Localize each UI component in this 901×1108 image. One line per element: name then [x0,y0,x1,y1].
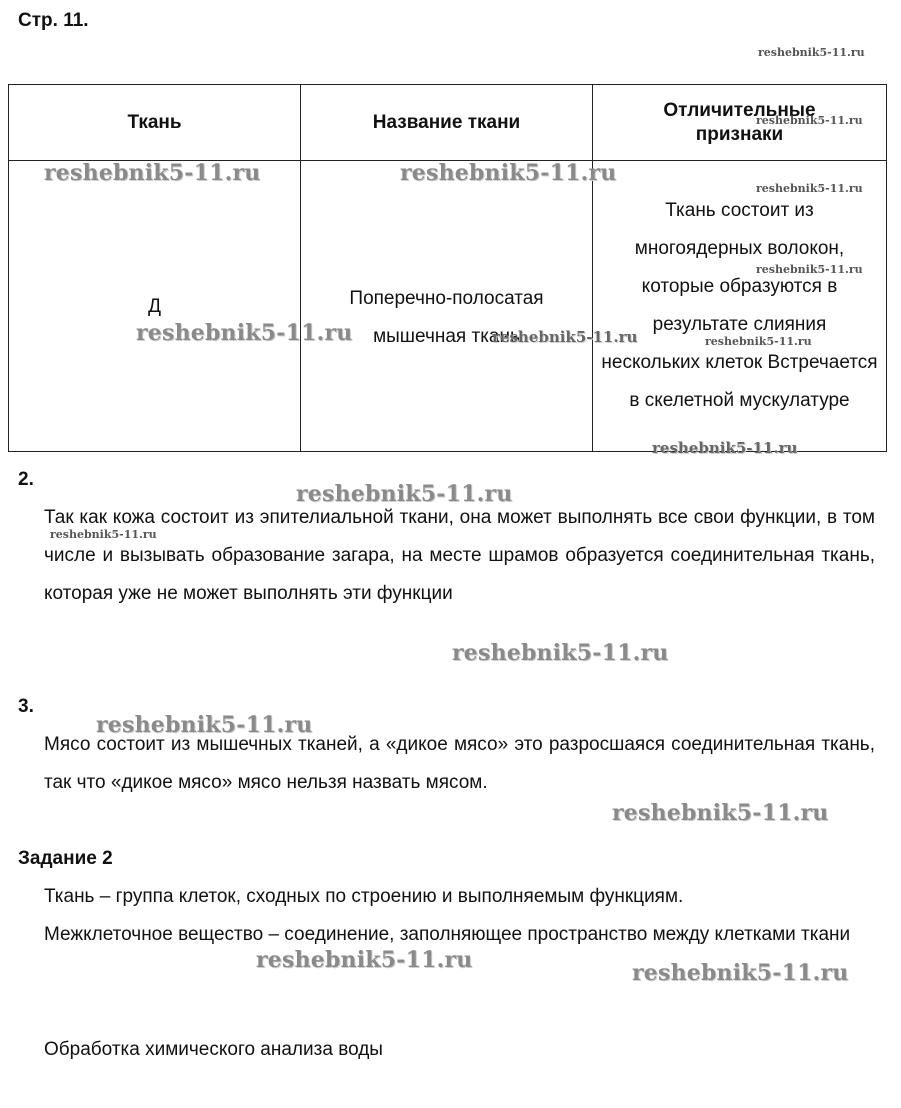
watermark: reshebnik5-11.ru [612,800,829,826]
watermark: reshebnik5-11.ru [50,528,157,541]
watermark: reshebnik5-11.ru [756,182,863,195]
cell-features: Ткань состоит из многоядерных волокон, которые образуются в результате слияния нескольких клеток Встречается в скелетной мускулатуре [593,161,887,452]
watermark: reshebnik5-11.ru [96,712,313,738]
watermark: reshebnik5-11.ru [756,114,863,127]
watermark: reshebnik5-11.ru [758,46,865,59]
task2-line2: Межклеточное вещество – соединение, заполняющее пространство между клетками ткани [44,924,851,945]
table-header-row [9,85,887,161]
watermark: reshebnik5-11.ru [492,328,638,346]
watermark: reshebnik5-11.ru [756,263,863,276]
watermark: reshebnik5-11.ru [296,481,513,507]
q2-number: 2. [18,469,34,490]
watermark: reshebnik5-11.ru [256,947,473,973]
header-tissue: Ткань [9,85,301,161]
watermark: reshebnik5-11.ru [400,160,617,186]
q2-text: Так как кожа состоит из эпителиальной ткани, она может выполнять все свои функции, в том числе и вызывать образование загара, на месте шрамов образуется соединительная ткань, которая уже не может выполнять эти функции [44,507,875,604]
watermark: reshebnik5-11.ru [136,320,353,346]
cell-name: Поперечно-полосатая мышечная ткань [301,161,593,452]
header-name: Название ткани [301,85,593,161]
page-label: Стр. 11. [18,10,89,31]
cell-tissue: Д [9,161,301,452]
header-features: Отличительные признаки [593,85,887,161]
watermark: reshebnik5-11.ru [632,960,849,986]
watermark: reshebnik5-11.ru [44,160,261,186]
table-row [9,161,887,452]
watermark: reshebnik5-11.ru [705,335,812,348]
task2-line1: Ткань – группа клеток, сходных по строению и выполняемым функциям. [44,886,684,907]
q3-number: 3. [18,696,34,717]
q3-text: Мясо состоит из мышечных тканей, а «дикое мясо» это разросшаяся соединительная ткань, так что «дикое мясо» мясо нельзя назвать мясом. [44,734,875,793]
watermark: reshebnik5-11.ru [652,439,798,457]
watermark: reshebnik5-11.ru [452,640,669,666]
task2-title: Задание 2 [18,848,113,869]
footer-text: Обработка химического анализа воды [44,1039,383,1060]
